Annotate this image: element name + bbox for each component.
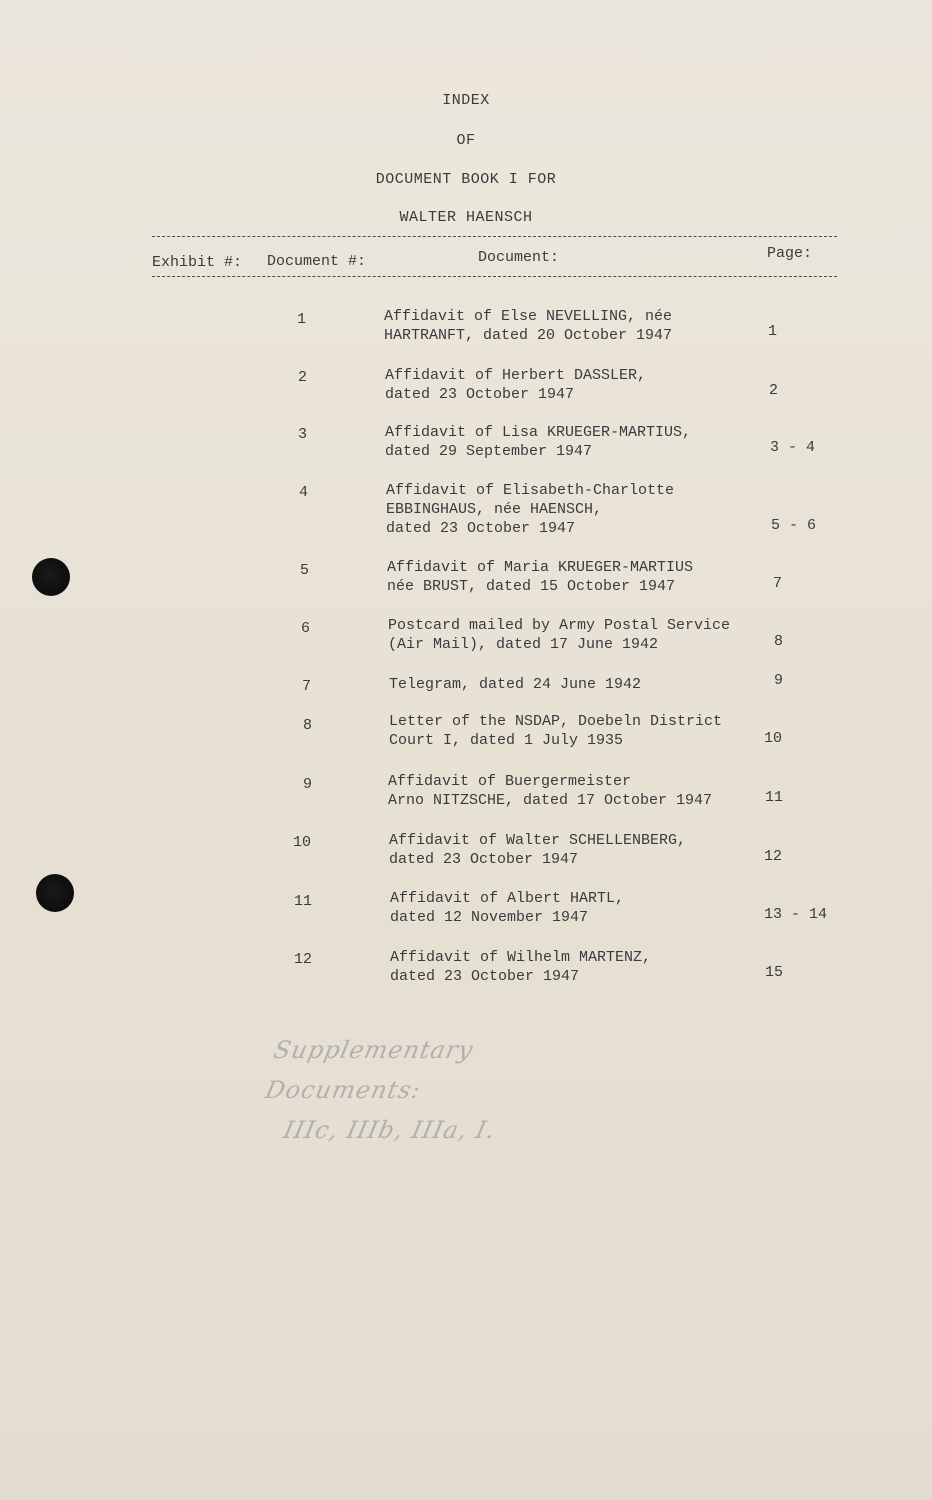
page-reference: 9 [774,672,784,689]
column-header-exhibit: Exhibit #: [152,254,243,271]
document-description: Postcard mailed by Army Postal Service (Air Mail), dated 17 June 1942 [388,617,731,653]
defendant-name: WALTER HAENSCH [399,209,533,226]
page-reference: 11 [765,789,784,806]
document-number: 3 [298,426,308,443]
document-number: 10 [293,834,312,851]
document-description: Affidavit of Walter SCHELLENBERG, dated 23 October 1947 [389,832,687,868]
document-description: Affidavit of Else NEVELLING, née HARTRANFT, dated 20 October 1947 [384,308,673,344]
document-description: Affidavit of Wilhelm MARTENZ, dated 23 October 1947 [390,949,652,985]
document-number: 11 [294,893,313,910]
page-reference: 7 [773,575,783,592]
document-description: Affidavit of Lisa KRUEGER-MARTIUS, dated 29 September 1947 [385,424,692,460]
document-book-title: DOCUMENT BOOK I FOR [375,171,557,188]
page-reference: 3 - 4 [770,439,816,456]
punch-hole [32,558,70,596]
page-reference: 10 [764,730,783,747]
document-description: Affidavit of Herbert DASSLER, dated 23 October 1947 [385,367,647,403]
page-reference: 2 [769,382,779,399]
page-reference: 15 [765,964,784,981]
page-reference: 5 - 6 [771,517,817,534]
page-reference: 13 - 14 [764,906,828,923]
handwritten-note: Supplementary Documents: IIIc, IIIb, IIIa, I. [262,1036,499,1144]
page-reference: 8 [774,633,784,650]
column-header-document-number: Document #: [267,253,367,270]
page-reference: 12 [764,848,783,865]
document-number: 8 [303,717,313,734]
top-dashed-rule [152,236,837,237]
punch-hole [36,874,74,912]
document-description: Affidavit of Elisabeth-Charlotte EBBINGHAUS, née HAENSCH, dated 23 October 1947 [386,482,675,537]
document-number: 7 [302,678,312,695]
document-description: Affidavit of Maria KRUEGER-MARTIUS née BRUST, dated 15 October 1947 [387,559,694,595]
document-number: 6 [301,620,311,637]
document-number: 5 [300,562,310,579]
document-number: 4 [299,484,309,501]
page-reference: 1 [768,323,778,340]
header-dashed-rule [152,276,837,277]
index-title: INDEX [442,92,490,109]
document-number: 1 [297,311,307,328]
document-number: 9 [303,776,313,793]
column-header-document: Document: [478,249,560,266]
index-title-of: OF [456,132,476,149]
document-description: Telegram, dated 24 June 1942 [389,676,642,693]
document-number: 2 [298,369,308,386]
document-number: 12 [294,951,313,968]
column-header-page: Page: [767,245,813,262]
document-description: Letter of the NSDAP, Doebeln District Court I, dated 1 July 1935 [389,713,723,749]
document-description: Affidavit of Albert HARTL, dated 12 November 1947 [390,890,625,926]
document-description: Affidavit of Buergermeister Arno NITZSCHE, dated 17 October 1947 [388,773,713,809]
